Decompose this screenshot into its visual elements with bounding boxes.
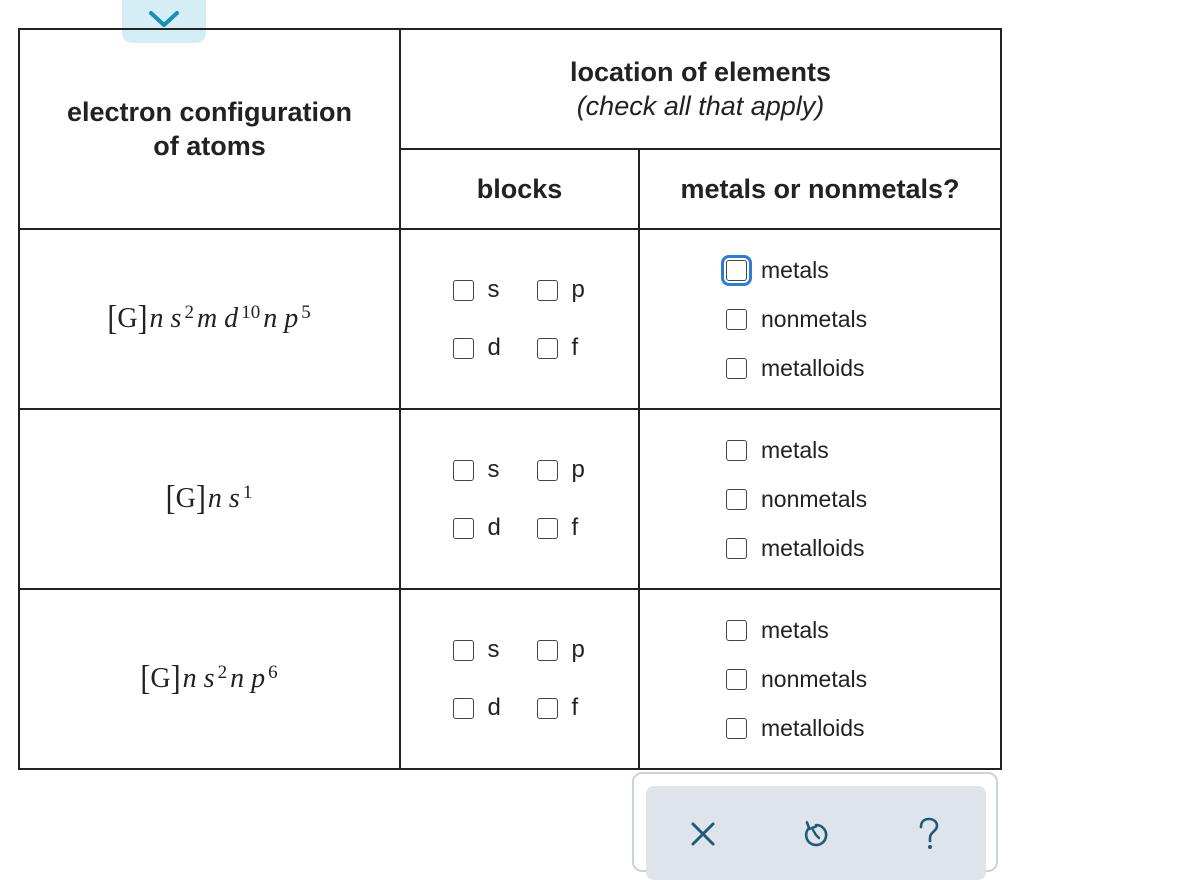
checkbox[interactable] bbox=[453, 280, 474, 301]
block-checkbox-f[interactable] bbox=[537, 334, 587, 362]
kind-checkbox-nonmetals[interactable] bbox=[726, 486, 1000, 513]
checkbox[interactable] bbox=[726, 358, 747, 379]
orbital-exponent: 6 bbox=[268, 662, 278, 683]
checkbox-label: nonmetals bbox=[761, 665, 868, 692]
checkbox-label: nonmetals bbox=[761, 305, 868, 332]
checkbox[interactable] bbox=[726, 620, 747, 641]
undo-icon bbox=[800, 818, 832, 855]
table-row bbox=[19, 409, 1001, 589]
checkbox[interactable] bbox=[726, 718, 747, 739]
block-checkbox-f[interactable] bbox=[537, 694, 587, 722]
undo-button[interactable] bbox=[792, 812, 840, 860]
checkbox[interactable] bbox=[453, 460, 474, 481]
core-symbol: G bbox=[117, 303, 138, 334]
block-checkbox-p[interactable] bbox=[537, 276, 587, 304]
header-blocks bbox=[400, 149, 639, 229]
checkbox[interactable] bbox=[453, 338, 474, 359]
answer-table bbox=[18, 28, 1002, 770]
checkbox[interactable] bbox=[453, 698, 474, 719]
checkbox[interactable] bbox=[726, 669, 747, 690]
kind-checkbox-metalloids[interactable] bbox=[726, 355, 1000, 382]
kind-checkbox-metals[interactable] bbox=[726, 617, 1000, 644]
checkbox[interactable] bbox=[537, 460, 558, 481]
checkbox[interactable] bbox=[537, 338, 558, 359]
block-checkbox-d[interactable] bbox=[453, 514, 537, 542]
header-metals bbox=[639, 149, 1001, 229]
checkbox-label: d bbox=[487, 334, 501, 361]
orbital-exponent: 2 bbox=[217, 662, 228, 683]
electron-config-formula bbox=[20, 479, 399, 518]
kind-checkbox-metals[interactable] bbox=[726, 257, 1000, 284]
close-icon bbox=[688, 819, 718, 854]
header-location-subtitle: (check all that apply) bbox=[576, 91, 825, 121]
checkbox-label: f bbox=[571, 514, 579, 541]
checkbox[interactable] bbox=[726, 489, 747, 510]
bracket-open: [ bbox=[107, 299, 118, 338]
block-checkbox-f[interactable] bbox=[537, 514, 587, 542]
checkbox-label: metalloids bbox=[761, 534, 865, 561]
checkbox-label: metals bbox=[761, 436, 829, 463]
checkbox-label: f bbox=[571, 694, 579, 721]
kind-checkbox-metalloids[interactable] bbox=[726, 715, 1000, 742]
checkbox-label: p bbox=[571, 276, 585, 303]
checkbox[interactable] bbox=[453, 518, 474, 539]
header-location-title: location of elements bbox=[569, 57, 832, 87]
header-electron-config-line2: of atoms bbox=[153, 131, 266, 161]
checkbox[interactable] bbox=[537, 518, 558, 539]
help-button[interactable] bbox=[905, 812, 953, 860]
checkbox-label: metalloids bbox=[761, 354, 865, 381]
orbital-exponent: 10 bbox=[241, 302, 261, 323]
orbital-term: n s bbox=[207, 483, 240, 514]
checkbox-label: nonmetals bbox=[761, 485, 868, 512]
bracket-close: ] bbox=[137, 299, 148, 338]
electron-config-formula bbox=[20, 299, 399, 338]
checkbox-label: p bbox=[571, 636, 585, 663]
core-symbol: G bbox=[150, 663, 171, 694]
header-metals-label: metals or nonmetals? bbox=[680, 174, 960, 204]
bracket-close: ] bbox=[195, 479, 206, 518]
checkbox[interactable] bbox=[726, 440, 747, 461]
blocks-cell bbox=[400, 229, 639, 409]
orbital-term: n p bbox=[230, 663, 266, 694]
core-symbol: G bbox=[175, 483, 196, 514]
checkbox-label: f bbox=[571, 334, 579, 361]
help-icon bbox=[914, 816, 944, 857]
checkbox[interactable] bbox=[537, 698, 558, 719]
kind-checkbox-metalloids[interactable] bbox=[726, 535, 1000, 562]
block-checkbox-s[interactable] bbox=[453, 276, 537, 304]
table-row bbox=[19, 589, 1001, 769]
checkbox-label: d bbox=[487, 694, 501, 721]
clear-button[interactable] bbox=[679, 812, 727, 860]
header-blocks-label: blocks bbox=[476, 174, 563, 204]
header-location bbox=[400, 29, 1001, 149]
orbital-term: m d bbox=[196, 303, 239, 334]
orbital-term: n s bbox=[149, 303, 182, 334]
checkbox[interactable] bbox=[726, 538, 747, 559]
checkbox-label: s bbox=[487, 276, 500, 303]
block-checkbox-p[interactable] bbox=[537, 456, 587, 484]
checkbox-label: s bbox=[487, 456, 500, 483]
bracket-open: [ bbox=[140, 659, 151, 698]
orbital-exponent: 2 bbox=[184, 302, 194, 323]
block-checkbox-s[interactable] bbox=[453, 456, 537, 484]
header-electron-config bbox=[19, 29, 400, 229]
checkbox[interactable] bbox=[726, 309, 747, 330]
orbital-exponent: 5 bbox=[301, 302, 311, 323]
answer-toolbar bbox=[632, 772, 998, 872]
checkbox-label: s bbox=[487, 636, 500, 663]
checkbox[interactable] bbox=[726, 260, 747, 281]
checkbox[interactable] bbox=[453, 640, 474, 661]
config-cell bbox=[19, 229, 400, 409]
metals-cell bbox=[639, 229, 1001, 409]
checkbox-label: metalloids bbox=[761, 714, 865, 741]
electron-config-formula bbox=[20, 659, 399, 698]
block-checkbox-p[interactable] bbox=[537, 636, 587, 664]
table-row bbox=[19, 229, 1001, 409]
orbital-exponent: 1 bbox=[242, 482, 253, 503]
orbital-term: n p bbox=[263, 303, 299, 334]
orbital-term: n s bbox=[182, 663, 215, 694]
checkbox-label: metals bbox=[761, 616, 829, 643]
block-checkbox-d[interactable] bbox=[453, 694, 537, 722]
metals-cell bbox=[639, 409, 1001, 589]
metals-cell bbox=[639, 589, 1001, 769]
checkbox[interactable] bbox=[537, 640, 558, 661]
config-cell bbox=[19, 409, 400, 589]
bracket-close: ] bbox=[170, 659, 181, 698]
kind-checkbox-nonmetals[interactable] bbox=[726, 666, 1000, 693]
blocks-cell bbox=[400, 409, 639, 589]
bracket-open: [ bbox=[165, 479, 176, 518]
checkbox-label: p bbox=[571, 456, 585, 483]
answer-toolbar-panel bbox=[646, 786, 986, 880]
checkbox[interactable] bbox=[537, 280, 558, 301]
header-electron-config-line1: electron configuration bbox=[66, 97, 353, 127]
config-cell bbox=[19, 589, 400, 769]
kind-checkbox-nonmetals[interactable] bbox=[726, 306, 1000, 333]
checkbox-label: metals bbox=[761, 256, 829, 283]
block-checkbox-s[interactable] bbox=[453, 636, 537, 664]
kind-checkbox-metals[interactable] bbox=[726, 437, 1000, 464]
block-checkbox-d[interactable] bbox=[453, 334, 537, 362]
checkbox-label: d bbox=[487, 514, 501, 541]
blocks-cell bbox=[400, 589, 639, 769]
